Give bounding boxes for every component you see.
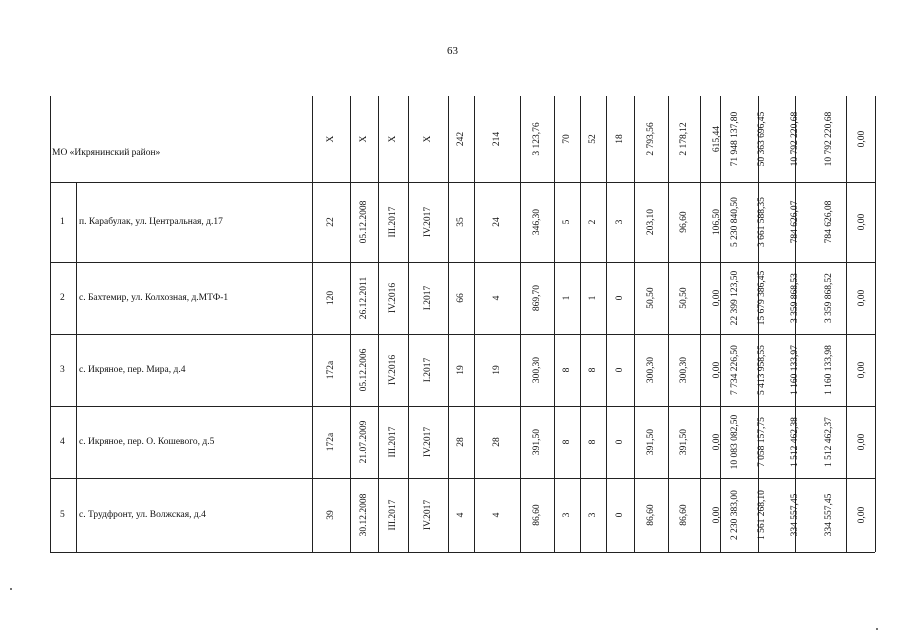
row-divider bbox=[50, 262, 875, 263]
row-cell: 0,00 bbox=[712, 506, 722, 524]
row-cell: III.2017 bbox=[388, 499, 398, 531]
total-row-cell: X bbox=[388, 135, 398, 143]
column-divider bbox=[50, 96, 51, 552]
row-cell: 8 bbox=[588, 439, 598, 445]
row-cell: 0,00 bbox=[857, 289, 867, 307]
row-cell: 3 359 868,53 bbox=[790, 273, 800, 323]
row-cell: 21.07.2009 bbox=[359, 420, 369, 464]
row-cell: 0,00 bbox=[857, 433, 867, 451]
total-row-cell: X bbox=[359, 135, 369, 143]
row-cell: 66 bbox=[456, 293, 466, 303]
column-divider bbox=[378, 96, 379, 552]
row-cell: 05.12.2008 bbox=[359, 200, 369, 244]
row-number: 5 bbox=[60, 510, 65, 520]
row-cell: 1 160 133,97 bbox=[790, 345, 800, 395]
row-cell: 1 160 133,98 bbox=[824, 345, 834, 395]
row-cell: 86,60 bbox=[532, 504, 542, 526]
column-divider bbox=[554, 96, 555, 552]
column-divider bbox=[875, 96, 876, 552]
row-cell: 346,30 bbox=[532, 208, 542, 236]
row-number: 2 bbox=[60, 293, 65, 303]
row-cell: 50,50 bbox=[679, 287, 689, 309]
row-cell: 3 bbox=[562, 512, 572, 518]
row-address: с. Икряное, пер. О. Кошевого, д.5 bbox=[79, 437, 215, 447]
row-cell: 300,30 bbox=[646, 356, 656, 384]
total-row-cell: 70 bbox=[562, 134, 572, 144]
total-row-cell: X bbox=[326, 135, 336, 143]
row-cell: 5 bbox=[562, 219, 572, 225]
row-cell: 86,60 bbox=[646, 504, 656, 526]
row-divider bbox=[50, 406, 875, 407]
row-cell: 19 bbox=[492, 365, 502, 375]
row-cell: 203,10 bbox=[646, 208, 656, 236]
column-divider bbox=[580, 96, 581, 552]
row-cell: 391,50 bbox=[679, 428, 689, 456]
row-cell: 8 bbox=[562, 367, 572, 373]
row-cell: 300,30 bbox=[532, 356, 542, 384]
row-cell: 172а bbox=[326, 432, 336, 452]
row-divider bbox=[50, 552, 875, 553]
row-cell: 1 561 268,10 bbox=[757, 490, 767, 540]
row-cell: 4 bbox=[492, 512, 502, 518]
row-cell: 15 679 386,45 bbox=[757, 270, 767, 326]
column-divider bbox=[312, 96, 313, 552]
row-cell: 0,00 bbox=[857, 213, 867, 231]
row-cell: 19 bbox=[456, 365, 466, 375]
row-cell: III.2017 bbox=[388, 426, 398, 458]
row-divider bbox=[50, 478, 875, 479]
row-cell: 28 bbox=[456, 437, 466, 447]
column-divider bbox=[720, 96, 721, 552]
row-cell: 3 bbox=[588, 512, 598, 518]
row-cell: 22 399 123,50 bbox=[730, 270, 740, 326]
total-row-cell: 71 948 137,80 bbox=[730, 111, 740, 167]
total-row-cell: 0,00 bbox=[857, 130, 867, 148]
row-cell: 50,50 bbox=[646, 287, 656, 309]
row-address: с. Бахтемир, ул. Колхозная, д.МТФ-1 bbox=[79, 293, 229, 303]
total-row-cell: 10 792 220,68 bbox=[790, 111, 800, 167]
row-address: с. Икряное, пер. Мира, д.4 bbox=[79, 365, 186, 375]
page-number: 63 bbox=[447, 45, 458, 57]
row-cell: 1 bbox=[588, 295, 598, 301]
row-cell: 96,60 bbox=[679, 211, 689, 233]
row-cell: 5 413 958,55 bbox=[757, 345, 767, 395]
row-cell: 86,60 bbox=[679, 504, 689, 526]
row-cell: IV.2017 bbox=[423, 426, 433, 458]
row-address: с. Трудфронт, ул. Волжская, д.4 bbox=[79, 510, 206, 520]
row-cell: 0 bbox=[615, 512, 625, 518]
total-row-cell: 242 bbox=[456, 131, 466, 147]
column-divider bbox=[350, 96, 351, 552]
column-divider bbox=[474, 96, 475, 552]
total-row-cell: 52 bbox=[588, 134, 598, 144]
row-cell: 0 bbox=[615, 295, 625, 301]
total-row-cell: X bbox=[423, 135, 433, 143]
total-row-cell: 2 178,12 bbox=[679, 122, 689, 156]
row-cell: 391,50 bbox=[532, 428, 542, 456]
row-cell: 24 bbox=[492, 217, 502, 227]
scan-speck bbox=[10, 588, 12, 590]
row-number: 1 bbox=[60, 217, 65, 227]
total-row-cell: 615,44 bbox=[712, 125, 722, 153]
row-divider bbox=[50, 182, 875, 183]
row-divider bbox=[50, 334, 875, 335]
row-cell: 22 bbox=[326, 217, 336, 227]
column-divider bbox=[520, 96, 521, 552]
column-divider bbox=[76, 182, 77, 552]
column-divider bbox=[846, 96, 847, 552]
row-cell: 05.12.2006 bbox=[359, 348, 369, 392]
row-cell: 8 bbox=[588, 367, 598, 373]
row-cell: 30.12.2008 bbox=[359, 493, 369, 537]
row-cell: 391,50 bbox=[646, 428, 656, 456]
row-cell: 0,00 bbox=[712, 289, 722, 307]
row-cell: 1 512 462,38 bbox=[790, 417, 800, 467]
column-divider bbox=[700, 96, 701, 552]
row-cell: 5 230 840,50 bbox=[730, 197, 740, 247]
row-number: 3 bbox=[60, 365, 65, 375]
row-cell: I.2017 bbox=[423, 285, 433, 311]
row-cell: 0,00 bbox=[857, 506, 867, 524]
row-cell: 869,70 bbox=[532, 284, 542, 312]
row-cell: 0 bbox=[615, 439, 625, 445]
row-cell: IV.2017 bbox=[423, 206, 433, 238]
column-divider bbox=[668, 96, 669, 552]
row-cell: 2 bbox=[588, 219, 598, 225]
total-row-cell: 50 363 696,45 bbox=[757, 111, 767, 167]
row-address: п. Карабулак, ул. Центральная, д.17 bbox=[79, 217, 223, 227]
total-row-name: МО «Икрянинский район» bbox=[52, 148, 161, 158]
row-cell: 1 bbox=[562, 295, 572, 301]
row-cell: IV.2016 bbox=[388, 282, 398, 314]
column-divider bbox=[606, 96, 607, 552]
row-cell: 7 734 226,50 bbox=[730, 345, 740, 395]
column-divider bbox=[634, 96, 635, 552]
row-cell: 8 bbox=[562, 439, 572, 445]
row-cell: 0,00 bbox=[857, 361, 867, 379]
row-cell: 784 626,08 bbox=[824, 200, 834, 244]
row-cell: I.2017 bbox=[423, 357, 433, 383]
row-cell: IV.2017 bbox=[423, 499, 433, 531]
row-cell: IV.2016 bbox=[388, 354, 398, 386]
row-cell: 300,30 bbox=[679, 356, 689, 384]
row-cell: 10 083 082,50 bbox=[730, 414, 740, 470]
row-cell: 106,50 bbox=[712, 208, 722, 236]
column-divider bbox=[448, 96, 449, 552]
row-cell: 334 557,45 bbox=[790, 493, 800, 537]
column-divider bbox=[408, 96, 409, 552]
row-cell: 26.12.2011 bbox=[359, 276, 369, 320]
total-row-cell: 3 123,76 bbox=[532, 122, 542, 156]
scan-speck bbox=[876, 628, 878, 630]
row-cell: 0 bbox=[615, 367, 625, 373]
row-cell: 4 bbox=[492, 295, 502, 301]
row-cell: 3 661 588,35 bbox=[757, 197, 767, 247]
row-cell: 28 bbox=[492, 437, 502, 447]
row-cell: 4 bbox=[456, 512, 466, 518]
row-number: 4 bbox=[60, 437, 65, 447]
row-cell: 120 bbox=[326, 290, 336, 306]
row-cell: 0,00 bbox=[712, 433, 722, 451]
row-cell: 784 626,07 bbox=[790, 200, 800, 244]
total-row-cell: 214 bbox=[492, 131, 502, 147]
total-row-cell: 18 bbox=[615, 134, 625, 144]
row-cell: 35 bbox=[456, 217, 466, 227]
row-cell: III.2017 bbox=[388, 206, 398, 238]
row-cell: 39 bbox=[326, 510, 336, 520]
total-row-cell: 10 792 220,68 bbox=[824, 111, 834, 167]
row-cell: 7 058 157,75 bbox=[757, 417, 767, 467]
row-cell: 3 bbox=[615, 219, 625, 225]
total-row-cell: 2 793,56 bbox=[646, 122, 656, 156]
row-cell: 1 512 462,37 bbox=[824, 417, 834, 467]
row-cell: 334 557,45 bbox=[824, 493, 834, 537]
row-cell: 3 359 868,52 bbox=[824, 273, 834, 323]
row-cell: 2 230 383,00 bbox=[730, 490, 740, 540]
row-cell: 0,00 bbox=[712, 361, 722, 379]
row-cell: 172а bbox=[326, 360, 336, 380]
